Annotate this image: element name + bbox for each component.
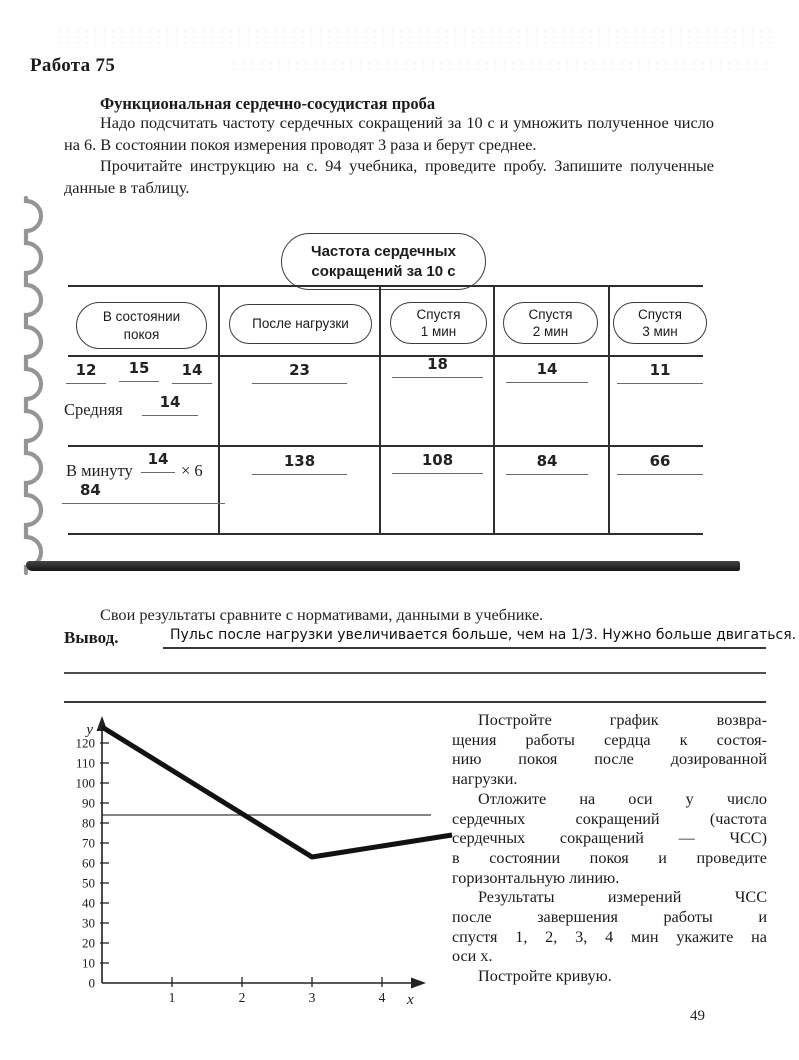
- instruction-line: сердечных сокращений — ЧСС): [452, 829, 767, 848]
- cell-after-load-10s: [252, 361, 347, 384]
- cell-value: 14: [159, 393, 181, 411]
- rest-average-blank: [142, 393, 198, 416]
- cell-value: 15: [128, 359, 150, 377]
- table-title-oval: [281, 233, 486, 290]
- column-header-after-load: [229, 304, 372, 344]
- instruction-line: спустя 1, 2, 3, 4 мин укажите на: [452, 927, 767, 946]
- x-tick-label: 2: [238, 990, 246, 1005]
- instruction-line: нию покоя после дозированной: [452, 750, 767, 769]
- y-tick-label: 30: [82, 915, 95, 931]
- table-grid-line: [379, 285, 381, 535]
- instruction-line: Отложите на оси y число: [478, 789, 767, 808]
- instruction-line: нагрузки.: [452, 770, 518, 789]
- cell-3min-10s: [617, 361, 703, 384]
- instruction-line: горизонтальную линию.: [452, 868, 620, 887]
- cell-value: 23: [289, 361, 310, 379]
- conclusion-label: Вывод.: [64, 628, 119, 647]
- table-title: Частота сердечных сокращений за 10 с: [311, 243, 456, 280]
- instruction-line: сердечных сокращений (частота: [452, 809, 767, 828]
- instruction-line: после завершения работы и: [452, 908, 767, 927]
- table-grid-line: [493, 285, 495, 535]
- page-number: 49: [690, 1008, 705, 1024]
- scan-noise: [55, 28, 775, 44]
- cell-1min-10s: [392, 355, 483, 378]
- cell-value: 108: [421, 451, 454, 469]
- y-tick-label: 90: [82, 795, 95, 811]
- x-tick-label: 3: [308, 990, 316, 1005]
- instruction-line: Результаты измерений ЧСС: [478, 888, 767, 907]
- frame-shadow: [26, 561, 740, 571]
- x-axis-label: x: [407, 992, 414, 1008]
- cell-3min-minute: [617, 452, 703, 475]
- y-tick-label: 60: [82, 855, 95, 871]
- cell-2min-minute: [506, 452, 588, 475]
- cell-value: 11: [649, 361, 671, 379]
- cell-2min-10s: [506, 360, 588, 383]
- rest-measurement-blank: [66, 361, 106, 384]
- column-label: В состоянии покоя: [102, 309, 181, 342]
- column-label: Спустя 1 мин: [416, 306, 461, 339]
- section-subtitle: Функциональная сердечно-сосудистая проба: [100, 94, 436, 113]
- cell-value: 14: [536, 360, 558, 378]
- y-tick-label: 40: [82, 895, 95, 911]
- x-tick-label: 1: [168, 990, 176, 1005]
- scan-noise: [230, 60, 770, 74]
- cell-value: 18: [427, 355, 448, 373]
- column-header-2min: [503, 302, 598, 344]
- instruction-line: Постройте график возвра-: [478, 711, 767, 729]
- instruction-line: оси x.: [452, 947, 493, 966]
- column-header-3min: [613, 302, 707, 344]
- column-header-1min: [390, 302, 487, 344]
- y-tick-label: 120: [75, 735, 95, 751]
- rest-measurement-blank: [172, 361, 212, 384]
- y-tick-label: 110: [75, 755, 95, 771]
- heart-rate-chart: [60, 705, 460, 1015]
- x-tick-label: 4: [378, 990, 386, 1005]
- per-minute-multiplier-blank: [141, 450, 175, 473]
- intro-paragraph: Прочитайте инструкцию на с. 94 учебника, проведите пробу. Запишите полученные данные в таблицу.: [64, 156, 714, 197]
- cell-after-load-minute: [252, 452, 347, 475]
- instruction-line: в состоянии покоя и проведите: [452, 848, 767, 867]
- cell-value: 84: [536, 452, 558, 470]
- average-label: Средняя: [64, 400, 123, 419]
- instructions-text: [452, 711, 767, 987]
- times-six-label: × 6: [181, 461, 203, 480]
- work-title: Работа 75: [30, 55, 116, 76]
- y-tick-label: 0: [88, 975, 95, 991]
- per-minute-label: В минуту: [66, 461, 133, 480]
- y-tick-label: 50: [82, 875, 95, 891]
- y-tick-label: 80: [82, 815, 95, 831]
- cell-value: 66: [649, 452, 671, 470]
- y-tick-label: 10: [82, 955, 95, 971]
- column-label: После нагрузки: [252, 316, 349, 332]
- cell-value: 12: [75, 361, 97, 379]
- column-label: Спустя 3 мин: [638, 306, 682, 339]
- spiral-edge-decoration: [14, 196, 64, 576]
- table-grid-line: [608, 285, 610, 535]
- cell-value: 14: [147, 450, 169, 468]
- intro-paragraph: Надо подсчитать частоту сердечных сокращений за 10 с и умножить полученное число на 6. В состоянии покоя измерения проводят 3 раза и берут среднее.: [64, 113, 714, 154]
- conclusion-answer: Пульс после нагрузки увеличивается больше, чем на 1/3. Нужно больше двигаться.: [170, 627, 797, 643]
- ruled-line: [64, 701, 766, 703]
- cell-value: 14: [181, 361, 203, 379]
- column-header-rest: [76, 302, 207, 349]
- y-tick-label: 70: [82, 835, 95, 851]
- cell-value: 138: [283, 452, 316, 470]
- answer-underline: [163, 647, 766, 649]
- y-axis-label: y: [86, 722, 93, 738]
- instruction-line: Постройте кривую.: [478, 967, 612, 986]
- y-tick-label: 20: [82, 935, 95, 951]
- ruled-line: [64, 672, 766, 674]
- instruction-line: щения работы сердца к состоя-: [452, 730, 767, 749]
- y-tick-label: 100: [75, 775, 95, 791]
- cell-1min-minute: [392, 451, 483, 474]
- heart-rate-curve: [102, 727, 452, 857]
- column-label: Спустя 2 мин: [528, 306, 573, 339]
- x-axis-arrow-icon: [411, 978, 426, 989]
- compare-instruction: Свои результаты сравните с нормативами, данными в учебнике.: [100, 605, 544, 624]
- cell-value: 84: [80, 481, 101, 499]
- rest-measurement-blank: [119, 359, 159, 382]
- rest-per-minute-blank: [62, 481, 225, 504]
